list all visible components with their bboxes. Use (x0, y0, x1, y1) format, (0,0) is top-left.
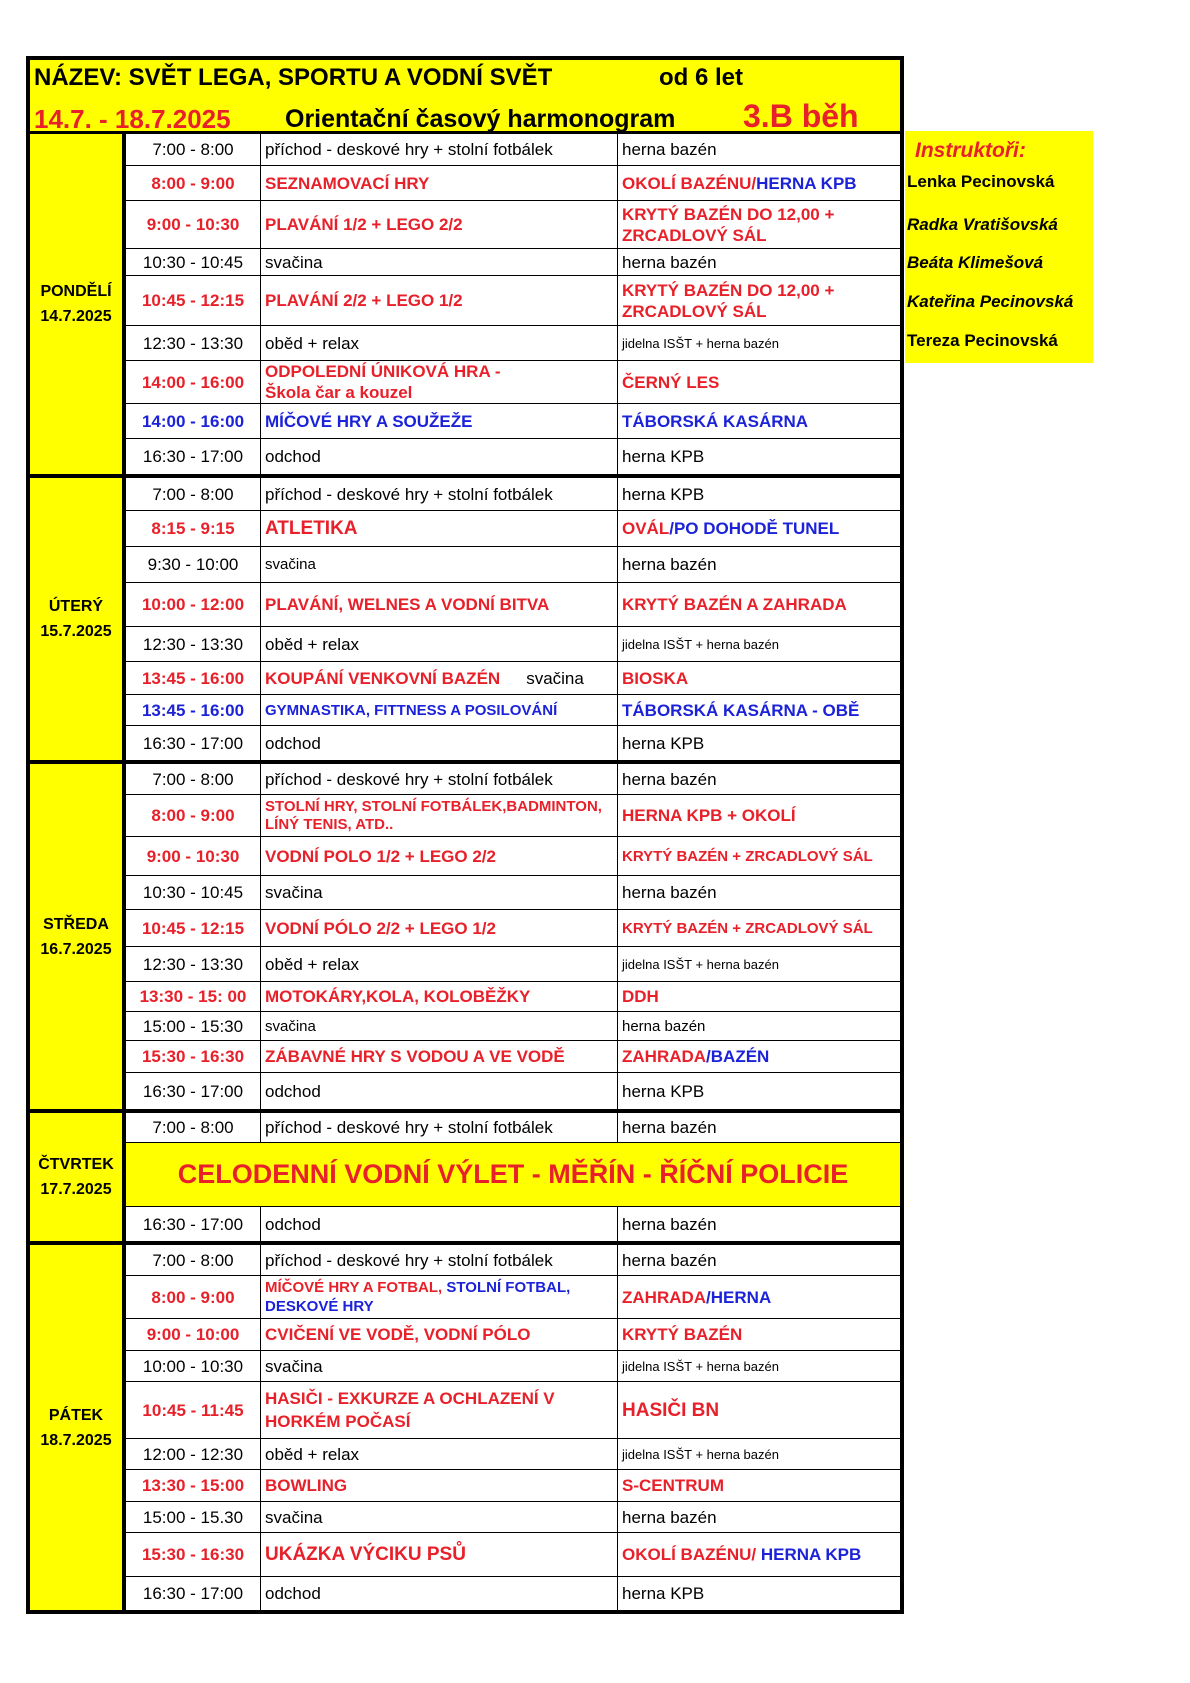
activity-cell: PLAVÁNÍ, WELNES A VODNÍ BITVA (261, 583, 618, 626)
camp-title: NÁZEV: SVĚT LEGA, SPORTU A VODNÍ SVĚT (34, 64, 553, 91)
time-cell: 8:00 - 9:00 (126, 166, 261, 200)
activity-cell: svačina (261, 1502, 618, 1532)
time-cell: 16:30 - 17:00 (126, 726, 261, 760)
time-cell: 15:30 - 16:30 (126, 1533, 261, 1576)
schedule-table (26, 56, 904, 1614)
activity-cell: CVIČENÍ VE VODĚ, VODNÍ PÓLO (261, 1319, 618, 1350)
location-cell: herna bazén (622, 883, 717, 902)
location-cell: KRYTÝ BAZÉN DO 12,00 + ZRCADLOVÝ SÁL (622, 204, 835, 245)
table-row (126, 404, 900, 439)
location-cell: OKOLÍ BAZÉNU / HERNA KPB (622, 173, 857, 193)
activity-cell: svačina (261, 547, 618, 582)
activity-cell: KOUPÁNÍ VENKOVNÍ BAZÉN svačina (261, 662, 618, 694)
location-cell: herna bazén (622, 140, 717, 159)
activity-cell: svačina (261, 876, 618, 909)
time-cell: 8:00 - 9:00 (126, 1276, 261, 1318)
location-cell: herna bazén (622, 769, 717, 789)
instructor-name: Tereza Pecinovská (907, 331, 1058, 350)
day-cell (30, 134, 126, 474)
location-cell: HERNA KPB + OKOLÍ (622, 806, 796, 825)
table-row (126, 876, 900, 910)
location-cell: DDH (622, 987, 659, 1006)
table-row (126, 361, 900, 404)
day-cell (30, 764, 126, 1109)
day-date: 16.7.2025 (40, 940, 112, 958)
activity-cell: UKÁZKA VÝCIKU PSŮ (261, 1533, 618, 1576)
location-cell: OKOLÍ BAZÉNU/ HERNA KPB (622, 1545, 862, 1564)
table-row (126, 726, 900, 760)
time-cell: 9:00 - 10:00 (126, 1319, 261, 1350)
table-row (126, 1245, 900, 1276)
camp-dates: 14.7. - 18.7.2025 (34, 104, 231, 134)
table-row (126, 1351, 900, 1382)
location-cell: jidelna ISŠT + herna bazén (622, 636, 779, 652)
table-row (126, 764, 900, 795)
time-cell: 10:00 - 10:30 (126, 1351, 261, 1381)
instructor-name: Kateřina Pecinovská (907, 292, 1074, 311)
table-row (126, 1207, 900, 1241)
age-label: od 6 let (659, 64, 744, 91)
activity-cell: PLAVÁNÍ 2/2 + LEGO 1/2 (261, 276, 618, 325)
activity-cell: HASIČI - EXKURZE A OCHLAZENÍ V HORKÉM POČASÍ (261, 1382, 618, 1438)
instructor-name: Beáta Klimešová (907, 253, 1044, 272)
time-cell: 10:30 - 10:45 (126, 876, 261, 909)
activity-cell: odchod (261, 726, 618, 760)
activity-cell: ODPOLEDNÍ ÚNIKOVÁ HRA - Škola čar a kouzel (261, 361, 618, 403)
activity-cell: GYMNASTIKA, FITTNESS A POSILOVÁNÍ (261, 695, 618, 725)
day-date: 14.7.2025 (40, 308, 112, 325)
location-cell: ČERNÝ LES (622, 372, 720, 392)
activity-cell: VODNÍ POLO 1/2 + LEGO 2/2 (261, 837, 618, 875)
instructors-box (905, 131, 1093, 363)
location-cell: TÁBORSKÁ KASÁRNA - OBĚ (622, 700, 860, 720)
time-cell: 9:00 - 10:30 (126, 201, 261, 248)
time-cell: 15:30 - 16:30 (126, 1041, 261, 1072)
location-cell: herna bazén (622, 1214, 717, 1234)
table-row (126, 1073, 900, 1109)
day-date: 18.7.2025 (40, 1431, 112, 1449)
table-row (126, 910, 900, 947)
day-name: PÁTEK (48, 1406, 104, 1424)
time-cell: 14:00 - 16:00 (126, 404, 261, 438)
time-cell: 10:45 - 11:45 (126, 1382, 261, 1438)
activity-cell: BOWLING (261, 1470, 618, 1501)
activity-cell: odchod (261, 1577, 618, 1610)
instructor-name: Lenka Pecinovská (907, 172, 1055, 191)
table-row (126, 1319, 900, 1351)
time-cell: 12:30 - 13:30 (126, 947, 261, 981)
table-row (126, 1470, 900, 1502)
location-cell: KRYTÝ BAZÉN (622, 1325, 743, 1344)
activity-cell: MÍČOVÉ HRY A FOTBAL, STOLNÍ FOTBAL, DESKOVÉ HRY (261, 1276, 618, 1318)
activity-cell: svačina (261, 249, 618, 275)
time-cell: 7:00 - 8:00 (126, 1245, 261, 1275)
table-row (126, 326, 900, 361)
location-cell: herna bazén (622, 1118, 717, 1137)
table-row (126, 1439, 900, 1470)
time-cell: 13:45 - 16:00 (126, 695, 261, 725)
activity-cell: oběd + relax (261, 326, 618, 360)
day-name: ČTVRTEK (38, 1156, 114, 1173)
location-cell: ZAHRADA / HERNA (622, 1287, 772, 1307)
time-cell: 14:00 - 16:00 (126, 361, 261, 403)
table-row (126, 547, 900, 583)
location-cell: OVÁL / PO DOHODĚ TUNEL (622, 519, 840, 538)
table-row (126, 478, 900, 511)
day-name: ÚTERÝ (48, 598, 104, 615)
table-row (126, 627, 900, 662)
day-cell (30, 1113, 126, 1241)
activity-cell: oběd + relax (261, 1439, 618, 1469)
day-block-thursday (30, 1109, 900, 1241)
time-cell: 10:00 - 12:00 (126, 583, 261, 626)
location-cell: herna KPB (622, 1081, 705, 1101)
table-row (126, 1012, 900, 1041)
activity-cell: oběd + relax (261, 627, 618, 661)
location-cell: herna KPB (622, 1584, 705, 1603)
activity-cell: svačina (261, 1351, 618, 1381)
day-cell (30, 1245, 126, 1610)
location-cell: jidelna ISŠT + herna bazén (622, 956, 779, 972)
activity-cell: VODNÍ PÓLO 2/2 + LEGO 1/2 (261, 910, 618, 946)
day-block-monday (30, 134, 900, 474)
location-cell: TÁBORSKÁ KASÁRNA (622, 411, 809, 431)
time-cell: 10:30 - 10:45 (126, 249, 261, 275)
time-cell: 9:30 - 10:00 (126, 547, 261, 582)
table-row (126, 982, 900, 1012)
time-cell: 13:30 - 15:00 (126, 1470, 261, 1501)
location-cell: jidelna ISŠT + herna bazén (622, 335, 779, 351)
location-cell: jidelna ISŠT + herna bazén (622, 1358, 779, 1374)
table-row (126, 1041, 900, 1073)
table-row (126, 201, 900, 249)
time-cell: 15:00 - 15:30 (126, 1012, 261, 1040)
activity-cell: MÍČOVÉ HRY A SOUŽEŽE (261, 404, 618, 438)
time-cell: 16:30 - 17:00 (126, 439, 261, 474)
table-row (126, 583, 900, 627)
day-cell (30, 478, 126, 760)
table-row (126, 511, 900, 547)
activity-cell: ATLETIKA (261, 511, 618, 546)
time-cell: 13:30 - 15: 00 (126, 982, 261, 1011)
table-row (126, 1113, 900, 1143)
location-cell: herna bazén (622, 1507, 717, 1527)
table-row (126, 1577, 900, 1610)
time-cell: 7:00 - 8:00 (126, 478, 261, 510)
location-cell: herna KPB (622, 733, 705, 753)
location-cell: KRYTÝ BAZÉN + ZRCADLOVÝ SÁL (622, 847, 873, 865)
full-day-trip-banner: CELODENNÍ VODNÍ VÝLET - MĚŘÍN - ŘÍČNÍ POLICIE (126, 1143, 900, 1207)
day-date: 15.7.2025 (40, 623, 112, 640)
location-cell: herna bazén (622, 252, 717, 272)
location-cell: ZAHRADA / BAZÉN (622, 1047, 770, 1066)
location-cell: HASIČI BN (622, 1399, 720, 1421)
schedule-header (30, 60, 900, 134)
time-cell: 16:30 - 17:00 (126, 1577, 261, 1610)
instructors-title: Instruktoři: (915, 139, 1026, 162)
activity-cell: svačina (261, 1012, 618, 1040)
location-cell: jidelna ISŠT + herna bazén (622, 1446, 779, 1462)
table-row (126, 947, 900, 982)
activity-cell: SEZNAMOVACÍ HRY (261, 166, 618, 200)
table-row (126, 134, 900, 166)
table-row (126, 439, 900, 474)
table-row (126, 249, 900, 276)
day-name: PONDĚLÍ (40, 283, 112, 300)
time-cell: 7:00 - 8:00 (126, 134, 261, 165)
time-cell: 10:45 - 12:15 (126, 910, 261, 946)
day-block-wednesday (30, 760, 900, 1109)
activity-cell: příchod - deskové hry + stolní fotbálek (261, 1113, 618, 1142)
activity-cell: příchod - deskové hry + stolní fotbálek (261, 134, 618, 165)
location-cell: KRYTÝ BAZÉN DO 12,00 + ZRCADLOVÝ SÁL (622, 280, 835, 321)
time-cell: 12:00 - 12:30 (126, 1439, 261, 1469)
activity-cell: odchod (261, 1073, 618, 1109)
table-row (126, 795, 900, 837)
activity-cell: STOLNÍ HRY, STOLNÍ FOTBÁLEK,BADMINTON, LÍNÝ TENIS, ATD.. (261, 795, 618, 836)
time-cell: 15:00 - 15.30 (126, 1502, 261, 1532)
time-cell: 8:00 - 9:00 (126, 795, 261, 836)
location-cell: herna KPB (622, 447, 705, 466)
table-row (126, 166, 900, 201)
activity-cell: oběd + relax (261, 947, 618, 981)
activity-cell: příchod - deskové hry + stolní fotbálek (261, 1245, 618, 1275)
table-row (126, 695, 900, 726)
table-row (126, 276, 900, 326)
time-cell: 12:30 - 13:30 (126, 326, 261, 360)
location-cell: BIOSKA (622, 668, 689, 688)
location-cell: S-CENTRUM (622, 1476, 724, 1495)
time-cell: 7:00 - 8:00 (126, 1113, 261, 1142)
activity-cell: MOTOKÁRY,KOLA, KOLOBĚŽKY (261, 982, 618, 1011)
time-cell: 7:00 - 8:00 (126, 764, 261, 794)
time-cell: 12:30 - 13:30 (126, 627, 261, 661)
table-row (126, 1533, 900, 1577)
day-block-tuesday (30, 474, 900, 760)
activity-cell: odchod (261, 1207, 618, 1241)
time-cell: 16:30 - 17:00 (126, 1073, 261, 1109)
day-date: 17.7.2025 (40, 1181, 112, 1198)
day-name: STŘEDA (43, 915, 109, 933)
activity-cell: odchod (261, 439, 618, 474)
activity-cell: příchod - deskové hry + stolní fotbálek (261, 478, 618, 510)
activity-cell: příchod - deskové hry + stolní fotbálek (261, 764, 618, 794)
location-cell: herna bazén (622, 555, 717, 574)
run-label: 3.B běh (743, 98, 859, 134)
table-row (126, 1502, 900, 1533)
time-cell: 13:45 - 16:00 (126, 662, 261, 694)
instructor-name: Radka Vratišovská (907, 215, 1058, 234)
schedule-subtitle: Orientační časový harmonogram (285, 105, 676, 133)
location-cell: KRYTÝ BAZÉN + ZRCADLOVÝ SÁL (622, 919, 873, 937)
table-row (126, 1382, 900, 1439)
activity-cell: PLAVÁNÍ 1/2 + LEGO 2/2 (261, 201, 618, 248)
table-row (126, 662, 900, 695)
table-row (126, 837, 900, 876)
time-cell: 10:45 - 12:15 (126, 276, 261, 325)
activity-cell: ZÁBAVNÉ HRY S VODOU A VE VODĚ (261, 1041, 618, 1072)
location-cell: herna bazén (622, 1250, 717, 1270)
time-cell: 8:15 - 9:15 (126, 511, 261, 546)
day-block-friday (30, 1241, 900, 1610)
time-cell: 9:00 - 10:30 (126, 837, 261, 875)
location-cell: herna bazén (622, 1017, 706, 1035)
table-row (126, 1276, 900, 1319)
location-cell: KRYTÝ BAZÉN A ZAHRADA (622, 595, 847, 614)
time-cell: 16:30 - 17:00 (126, 1207, 261, 1241)
location-cell: herna KPB (622, 484, 705, 504)
